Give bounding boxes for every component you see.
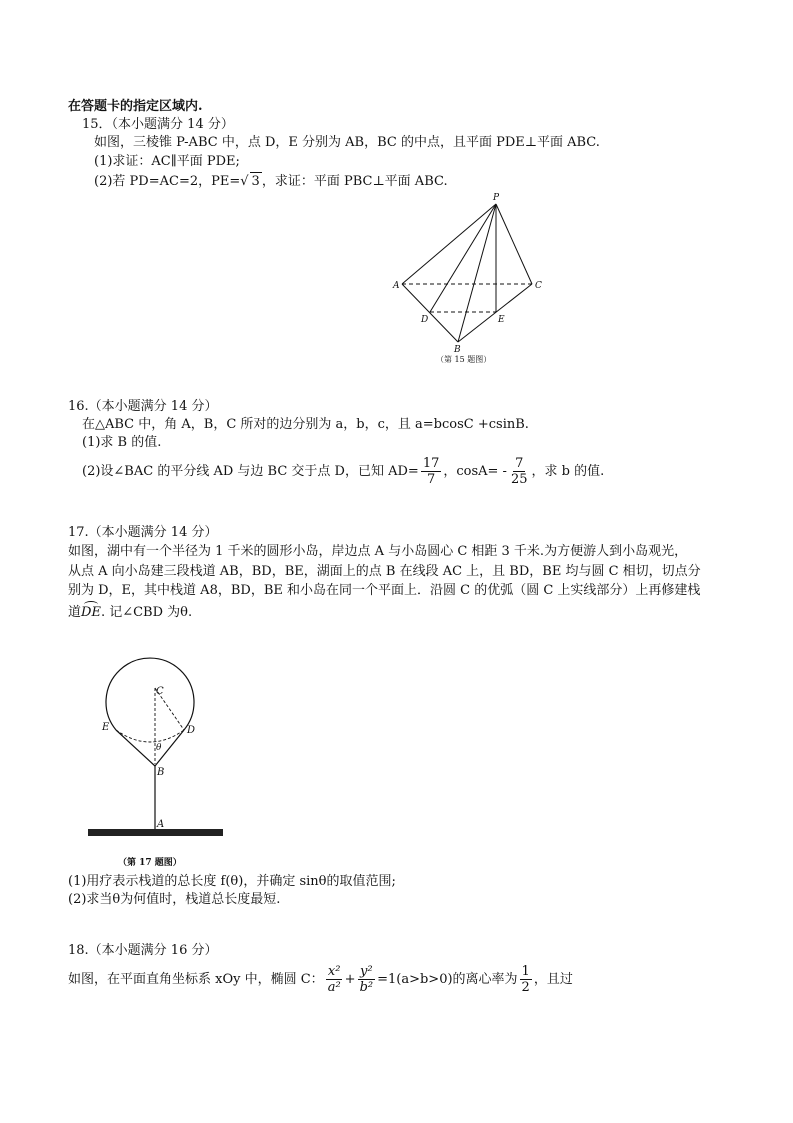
x-fraction (326, 964, 343, 995)
island-major-arc (106, 658, 194, 730)
q15-radicand: 3 (251, 174, 260, 189)
y-fraction (358, 964, 376, 995)
edge-pd (430, 204, 496, 312)
label-p: P (493, 193, 500, 203)
q17-title: 17.（本小题满分 14 分） (68, 525, 218, 540)
sqrt-symbol: √ (240, 174, 249, 189)
cos-fraction (509, 456, 530, 487)
q17-line4-prefix: 道 (68, 605, 82, 620)
edge-ab (402, 284, 458, 342)
q18-suffix: ，且过 (533, 972, 573, 987)
plus-sign: + (344, 972, 356, 987)
label-c: C (535, 281, 542, 291)
q16-stem: 在△ABC 中，角 A，B，C 所对的边分别为 a，b，c，且 a=bcosC +csinB. (82, 417, 529, 432)
cos-denominator: 25 (510, 472, 528, 487)
q15-figure (390, 192, 550, 367)
ad-numerator: 17 (422, 456, 440, 471)
label-d: D (187, 725, 196, 736)
q15-title: 15．（本小题满分 14 分） (82, 117, 234, 132)
edge-pa (402, 204, 496, 284)
q17-line2: 从点 A 向小岛建三段栈道 AB，BD，BE，湖面上的点 B 在线段 AC 上，且 BD，BE 均与圆 C 相切，切点分 (68, 564, 701, 579)
q17-line4-suffix: . 记∠CBD 为θ. (100, 605, 193, 620)
q15-part2-suffix: ，求证：平面 PBC⊥平面 ABC. (261, 174, 448, 189)
label-e: E (102, 722, 110, 733)
q15-part2-prefix: (2)若 PD=AC=2，PE= (94, 174, 241, 189)
q17-figure (80, 636, 230, 871)
q17-caption: （第 17 题图） (118, 858, 182, 868)
q17-part1: (1)用疗表示栈道的总长度 f(θ)，并确定 sinθ的取值范围; (68, 874, 396, 889)
eccentricity-fraction (520, 964, 532, 995)
q16-part1: (1)求 B 的值. (82, 435, 162, 450)
q18-condition: =1(a>b>0)的离心率为 (377, 972, 518, 987)
label-c: C (156, 686, 164, 697)
x-denominator: a² (327, 980, 341, 995)
q18-prefix: 如图，在平面直角坐标系 xOy 中，椭圆 C： (68, 972, 324, 987)
q15-caption: （第 15 题图） (436, 355, 492, 364)
walkway-be (116, 730, 155, 766)
q15-part1: (1)求证：AC∥平面 PDE; (94, 154, 240, 169)
q16-part2-prefix: (2)设∠BAC 的平分线 AD 与边 BC 交于点 D，已知 AD= (82, 464, 419, 479)
label-theta: θ (156, 743, 162, 753)
instruction: 在答题卡的指定区域内. (68, 99, 203, 114)
arc-de: DE (81, 605, 101, 620)
q17-line3: 别为 D，E，其中栈道 A8，BD，BE 和小岛在同一个平面上．沿圆 C 的优弧（圆 C 上实线部分）上再修建栈 (68, 583, 701, 598)
e-denominator: 2 (521, 980, 530, 995)
ad-fraction (421, 456, 442, 487)
label-b: B (454, 345, 461, 355)
label-e: E (498, 315, 505, 325)
q16-part2-mid: ，cosA= - (443, 464, 507, 479)
y-denominator: b² (359, 980, 374, 995)
label-b: B (157, 767, 165, 778)
e-numerator: 1 (521, 964, 530, 979)
q16-part2-suffix: ，求 b 的值. (531, 464, 605, 479)
q17-line4 (68, 604, 192, 622)
x-numerator: x² (327, 964, 341, 979)
label-d: D (421, 315, 429, 325)
cos-numerator: 7 (515, 456, 524, 471)
q17-line1: 如图，湖中有一个半径为 1 千米的圆形小岛，岸边点 A 与小岛圆心 C 相距 3 千米.为方便游人到小岛观光， (68, 544, 688, 559)
q16-part2 (82, 454, 604, 490)
label-a: A (393, 281, 400, 291)
edge-bc (458, 284, 532, 342)
q18-stem (68, 962, 573, 998)
q17-part2: (2)求当θ为何值时，栈道总长度最短. (68, 892, 281, 907)
edge-pb (458, 204, 496, 342)
q16-title: 16.（本小题满分 14 分） (68, 399, 218, 414)
q15-stem: 如图，三棱锥 P-ABC 中，点 D，E 分别为 AB，BC 的中点，且平面 PDE⊥平面 ABC. (94, 135, 600, 150)
edge-pc (496, 204, 532, 284)
label-a: A (157, 819, 165, 830)
q18-title: 18.（本小题满分 16 分） (68, 943, 218, 958)
y-numerator: y² (360, 964, 373, 979)
q15-part2 (94, 172, 448, 191)
shore (88, 829, 223, 836)
ad-denominator: 7 (426, 472, 436, 487)
